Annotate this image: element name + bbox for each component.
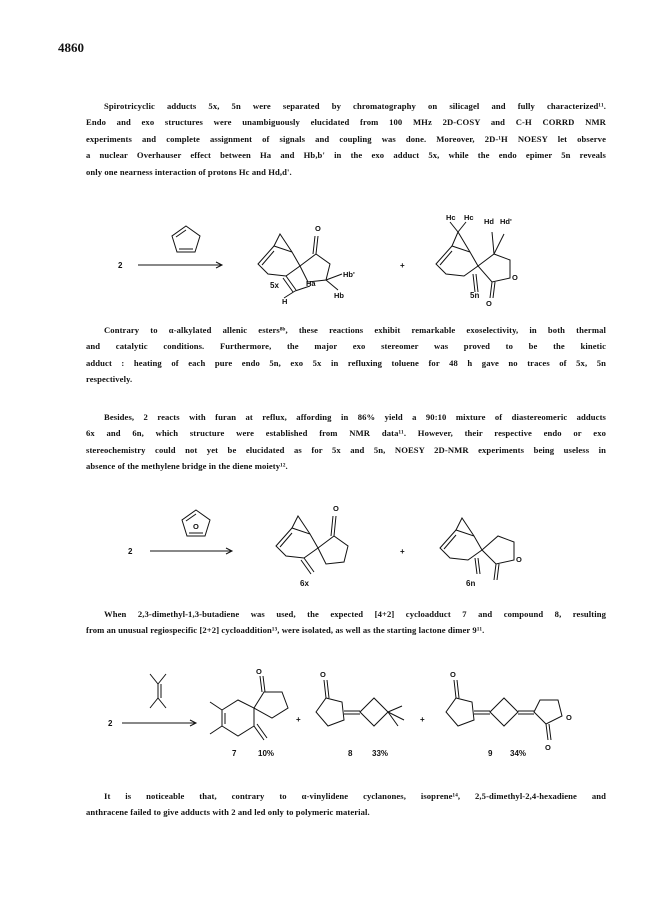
cyclopentadiene-structure: [172, 226, 200, 252]
text-line: Endo and exo structures were unambiguously elucidated from 100 MHz 2D-COSY and C-H CORRD NMR: [86, 117, 606, 128]
text-line: Spirotricyclic adducts 5x, 5n were separated by chromatography on silicagel and fully characterized¹¹.: [104, 101, 606, 111]
oxygen-label: O: [516, 555, 522, 564]
proton-hb-prime-label: Hb': [343, 270, 355, 279]
compound-label-6x: 6x: [300, 579, 309, 588]
proton-hd-prime-label: Hd': [500, 217, 512, 226]
oxygen-label: O: [566, 713, 572, 722]
compound-label-6n: 6n: [466, 579, 476, 588]
reagent-count: 2: [128, 547, 133, 556]
scheme-2: [0, 496, 672, 591]
text-line: 6x and 6n, which structure were established from NMR data¹¹. However, their respective endo or exo: [86, 428, 606, 439]
proton-hc-label: Hc: [464, 213, 474, 222]
plus-sign: +: [420, 715, 425, 724]
oxygen-label: O: [193, 522, 199, 531]
text-line: only one nearness interaction of protons Hc and Hd,d'.: [86, 166, 292, 177]
text-line: experiments and complete assignment of signals and coupling was done. Moreover, 2D-¹H NOESY let observe: [86, 133, 606, 144]
oxygen-label: O: [320, 670, 326, 679]
paragraph-3: [86, 409, 606, 475]
text-line: adduct : heating of each pure endo 5n, exo 5x in refluxing toluene for 48 h gave no traces of 5x, 5n: [86, 357, 606, 368]
oxygen-label: O: [450, 670, 456, 679]
paragraph-5: [86, 788, 606, 821]
compound-label-5x: 5x: [270, 281, 279, 290]
yield-8: 33%: [372, 749, 389, 758]
scheme-1: [0, 206, 672, 306]
page-number: 4860: [58, 40, 84, 55]
oxygen-label: O: [545, 743, 551, 752]
text-line: Besides, 2 reacts with furan at reflux, affording in 86% yield a 90:10 mixture of diastereomeric adducts: [104, 412, 606, 422]
compound-label-9: 9: [488, 749, 493, 758]
text-line: absence of the methylene bridge in the diene moiety¹².: [86, 461, 288, 472]
paragraph-2: [86, 322, 606, 388]
compound-label-8: 8: [348, 749, 353, 758]
plus-sign: +: [296, 715, 301, 724]
text-line: from an unusual regiospecific [2+2] cycloaddition¹³, were isolated, as well as the starting lactone dimer 9¹¹.: [86, 625, 485, 636]
adduct-5n-structure: [436, 222, 510, 298]
adduct-6x-structure: [276, 516, 348, 574]
paragraph-4: [86, 606, 606, 639]
scheme-3: [0, 664, 672, 764]
oxygen-label: O: [486, 299, 492, 306]
plus-sign: +: [400, 261, 405, 270]
compound-label-5n: 5n: [470, 291, 480, 300]
yield-7: 10%: [258, 749, 275, 758]
text-line: Contrary to α-alkylated allenic esters⁸ᵇ, these reactions exhibit remarkable exoselectivity, in both thermal: [104, 325, 606, 335]
proton-hc-label: Hc: [446, 213, 456, 222]
reagent-count: 2: [108, 719, 113, 728]
text-line: stereochemistry could not yet be elucidated as for 5x and 5n, NOESY 2D-NMR experiments being useless in: [86, 444, 606, 455]
text-line: When 2,3-dimethyl-1,3-butadiene was used, the expected [4+2] cycloadduct 7 and compound 8, resulting: [104, 609, 606, 619]
text-line: a nuclear Overhauser effect between Ha and Hb,b' in the exo adduct 5x, while the endo epimer 5n reveals: [86, 150, 606, 161]
text-line: respectively.: [86, 374, 133, 385]
cycloadduct-7-structure: [210, 676, 288, 740]
proton-hd-label: Hd: [484, 217, 494, 226]
paragraph-1: [86, 98, 606, 180]
yield-9: 34%: [510, 749, 527, 758]
proton-ha-label: Ha: [306, 279, 316, 288]
oxygen-label: O: [333, 504, 339, 513]
proton-hb-label: Hb: [334, 291, 344, 300]
reagent-count: 2: [118, 261, 123, 270]
text-line: and catalytic conditions. Furthermore, the major exo stereomer was proved to be the kinetic: [86, 341, 606, 352]
adduct-6n-structure: [440, 518, 514, 580]
dimethylbutadiene-structure: [150, 674, 166, 708]
oxygen-label: O: [315, 224, 321, 233]
text-line: anthracene failed to give adducts with 2 and led only to polymeric material.: [86, 807, 370, 818]
plus-sign: +: [400, 547, 405, 556]
oxygen-label: O: [512, 273, 518, 282]
compound-label-7: 7: [232, 749, 237, 758]
cycloadduct-8-structure: [316, 680, 404, 726]
oxygen-label: O: [256, 667, 262, 676]
text-line: It is noticeable that, contrary to α-vinylidene cyclanones, isoprene¹⁴, 2,5-dimethyl-2,4-hexadiene and: [104, 791, 606, 801]
dimer-9-structure: [446, 680, 562, 740]
proton-h-label: H: [282, 297, 288, 306]
